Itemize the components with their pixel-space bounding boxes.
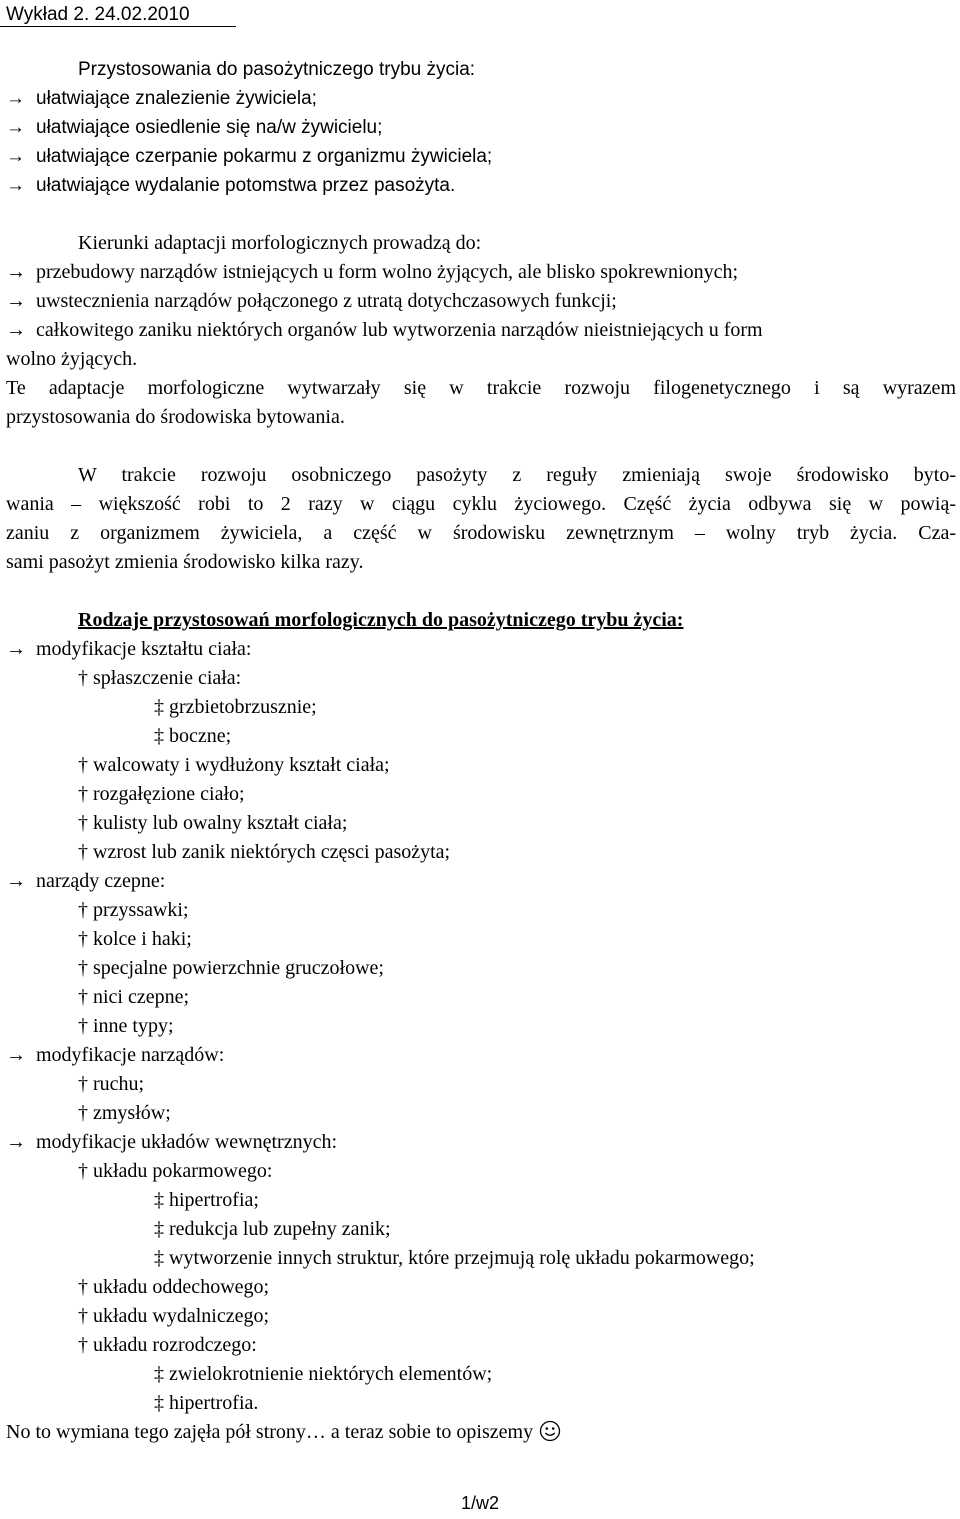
section3-line: wania – większość robi to 2 razy w ciągu cyklu życiowego. Część życia odbywa się w powią- [6, 493, 956, 515]
outline-level1-item: → narządy czepne: [6, 867, 956, 896]
dagger-icon: † [78, 899, 88, 921]
dagger-icon: † [78, 1334, 88, 1356]
outline-level3-item: ‡ boczne; [154, 725, 232, 747]
arrow-icon: → [6, 175, 25, 196]
outline-level2-item: † walcowaty i wydłużony kształt ciała; [78, 754, 390, 776]
double-dagger-icon: ‡ [154, 1392, 164, 1414]
section1-item: → ułatwiające wydalanie potomstwa przez pasożyta. [6, 171, 956, 200]
section1-item: → ułatwiające czerpanie pokarmu z organizmu żywiciela; [6, 142, 956, 171]
arrow-icon: → [6, 638, 26, 660]
section2-item: → przebudowy narządów istniejących u form wolno żyjących, ale blisko spokrewnionych; [6, 258, 956, 287]
header-underline [0, 26, 236, 27]
outline-level2-item: † ruchu; [78, 1073, 145, 1095]
outline-level2-item: † nici czepne; [78, 986, 190, 1008]
outline-level2-item: † układu pokarmowego: [78, 1160, 273, 1182]
dagger-icon: † [78, 841, 88, 863]
dagger-icon: † [78, 1305, 88, 1327]
double-dagger-icon: ‡ [154, 696, 164, 718]
dagger-icon: † [78, 957, 88, 979]
outline-level2-item: † kolce i haki; [78, 928, 192, 950]
outline-level1-item: → modyfikacje układów wewnętrznych: [6, 1128, 956, 1157]
arrow-icon: → [6, 870, 26, 892]
dagger-icon: † [78, 986, 88, 1008]
section3-line: sami pasożyt zmienia środowisko kilka razy. [6, 551, 364, 573]
section1-heading: Przystosowania do pasożytniczego trybu życia: [78, 59, 476, 80]
section2-paragraph-line: Te adaptacje morfologiczne wytwarzały się w trakcie rozwoju filogenetycznego i są wyrazem [6, 377, 956, 399]
outline-level2-item: † układu wydalniczego; [78, 1305, 270, 1327]
double-dagger-icon: ‡ [154, 1363, 164, 1385]
closing-line: No to wymiana tego zajęła pół strony… a teraz sobie to opiszemy [6, 1418, 956, 1447]
dagger-icon: † [78, 928, 88, 950]
outline-level3-item: ‡ redukcja lub zupełny zanik; [154, 1218, 391, 1240]
outline-level2-item: † zmysłów; [78, 1102, 171, 1124]
section2-item: → całkowitego zaniku niektórych organów lub wytworzenia narządów nieistniejących u form [6, 316, 956, 345]
outline-level2-item: † rozgałęzione ciało; [78, 783, 245, 805]
dagger-icon: † [78, 1102, 88, 1124]
section2-heading: Kierunki adaptacji morfologicznych prowadzą do: [78, 232, 482, 254]
outline-level1-item: → modyfikacje narządów: [6, 1041, 956, 1070]
double-dagger-icon: ‡ [154, 725, 164, 747]
smiley-face-icon [539, 1420, 561, 1447]
outline-level3-item: ‡ hipertrofia. [154, 1392, 259, 1414]
section4-heading: Rodzaje przystosowań morfologicznych do pasożytniczego trybu życia: [78, 609, 684, 631]
double-dagger-icon: ‡ [154, 1247, 164, 1269]
dagger-icon: † [78, 783, 88, 805]
dagger-icon: † [78, 1160, 88, 1182]
outline-level2-item: † wzrost lub zanik niektórych częsci pasożyta; [78, 841, 451, 863]
section1-item: → ułatwiające znalezienie żywiciela; [6, 84, 956, 113]
lecture-header: Wykład 2. 24.02.2010 [6, 4, 190, 25]
outline-level3-item: ‡ grzbietobrzusznie; [154, 696, 317, 718]
outline-level2-item: † układu oddechowego; [78, 1276, 270, 1298]
dagger-icon: † [78, 1015, 88, 1037]
section3-line: zaniu z organizmem żywiciela, a część w środowisku zewnętrznym – wolny tryb życia. Cza- [6, 522, 956, 544]
section1-item: → ułatwiające osiedlenie się na/w żywicielu; [6, 113, 956, 142]
outline-level3-item: ‡ wytworzenie innych struktur, które przejmują rolę układu pokarmowego; [154, 1247, 755, 1269]
outline-level2-item: † przyssawki; [78, 899, 189, 921]
arrow-icon: → [6, 1131, 26, 1153]
outline-level3-item: ‡ hipertrofia; [154, 1189, 259, 1211]
section2-paragraph-line: przystosowania do środowiska bytowania. [6, 406, 345, 428]
double-dagger-icon: ‡ [154, 1218, 164, 1240]
arrow-icon: → [6, 117, 25, 138]
dagger-icon: † [78, 1276, 88, 1298]
double-dagger-icon: ‡ [154, 1189, 164, 1211]
outline-level2-item: † spłaszczenie ciała: [78, 667, 242, 689]
dagger-icon: † [78, 812, 88, 834]
outline-level2-item: † specjalne powierzchnie gruczołowe; [78, 957, 384, 979]
section3-line: W trakcie rozwoju osobniczego pasożyty z reguły zmieniają swoje środowisko byto- [78, 464, 956, 486]
outline-level2-item: † kulisty lub owalny kształt ciała; [78, 812, 348, 834]
dagger-icon: † [78, 667, 88, 689]
dagger-icon: † [78, 1073, 88, 1095]
arrow-icon: → [6, 146, 25, 167]
arrow-icon: → [6, 88, 25, 109]
arrow-icon: → [6, 290, 26, 312]
page-number: 1/w2 [460, 1493, 500, 1513]
arrow-icon: → [6, 319, 26, 341]
arrow-icon: → [6, 261, 26, 283]
outline-level2-item: † inne typy; [78, 1015, 174, 1037]
arrow-icon: → [6, 1044, 26, 1066]
outline-level1-item: → modyfikacje kształtu ciała: [6, 635, 956, 664]
dagger-icon: † [78, 754, 88, 776]
outline-level2-item: † układu rozrodczego: [78, 1334, 257, 1356]
outline-level3-item: ‡ zwielokrotnienie niektórych elementów; [154, 1363, 493, 1385]
section2-item: → uwstecznienia narządów połączonego z utratą dotychczasowych funkcji; [6, 287, 956, 316]
section2-item-continuation: wolno żyjących. [6, 348, 138, 370]
